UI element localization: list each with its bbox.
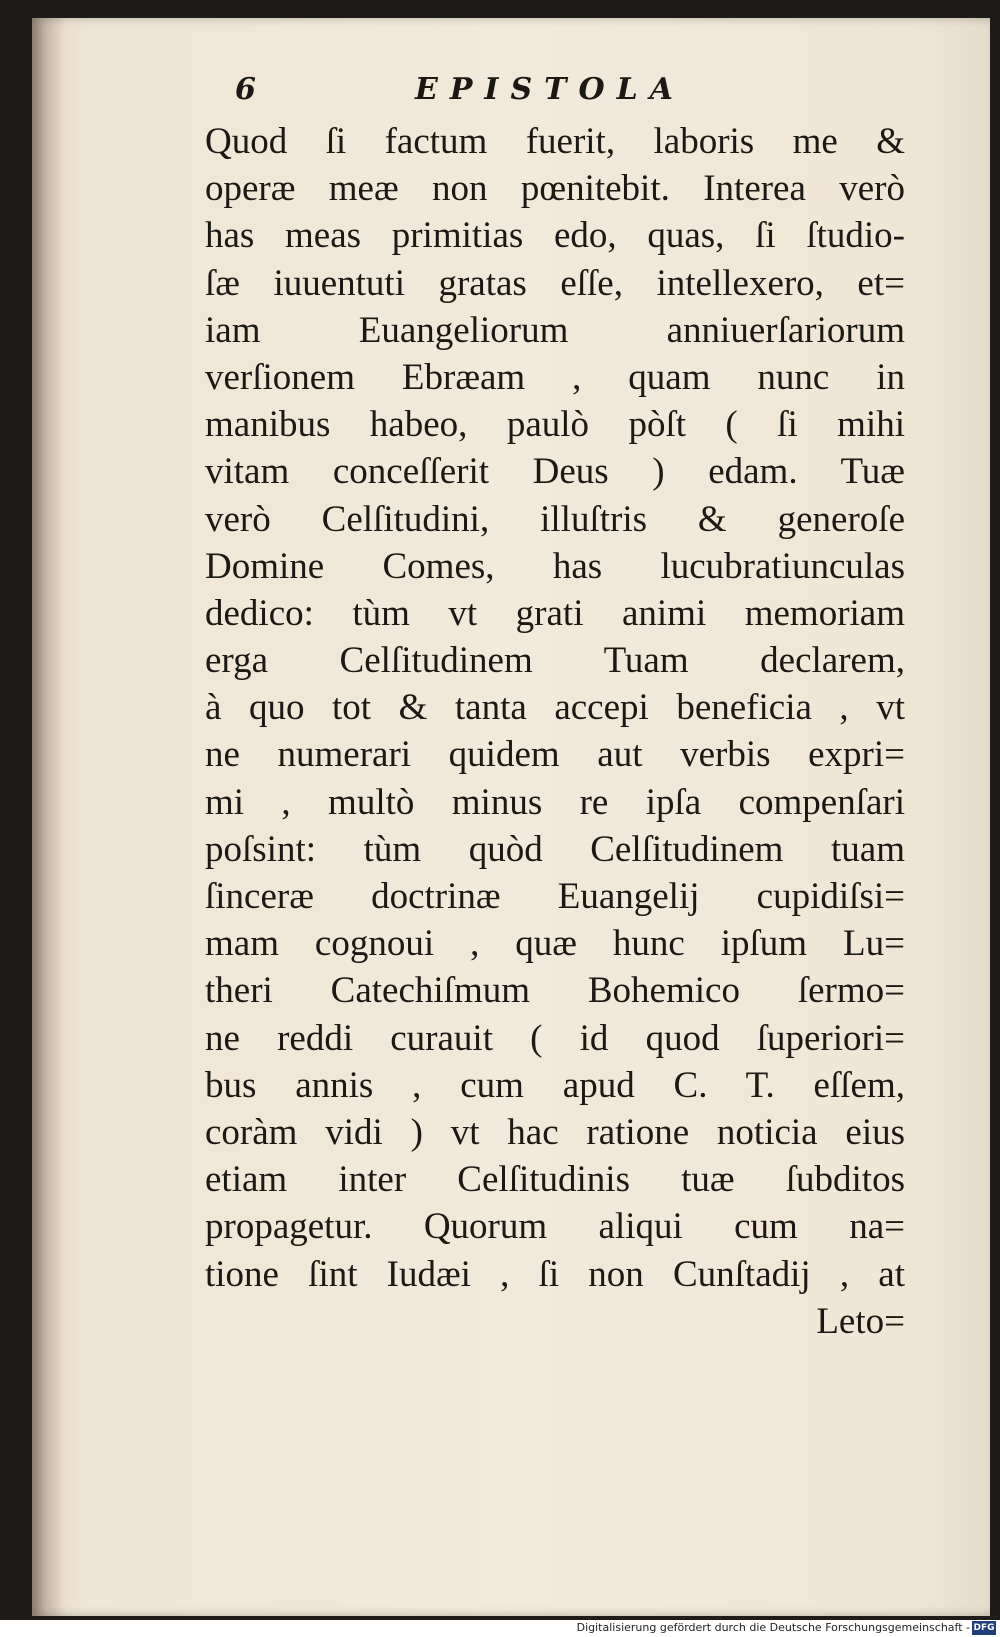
text-line: verò Celſitudini, illuſtris & generoſe — [205, 498, 905, 540]
text-line: Domine Comes, has lucubratiunculas — [205, 545, 905, 587]
text-line: dedico: tùm vt grati animi memoriam — [205, 592, 905, 634]
body-text — [205, 118, 905, 1345]
text-line: etiam inter Celſitudinis tuæ ſubditos — [205, 1159, 905, 1201]
catchword: Leto= — [816, 1300, 905, 1342]
text-line: ne reddi curauit ( id quod ſuperiori= — [205, 1017, 905, 1059]
text-line: tione ſint Iudæi , ſi non Cunſtadij , at — [205, 1253, 905, 1295]
text-line: à quo tot & tanta accepi beneficia , vt — [205, 687, 905, 729]
page-header — [205, 62, 905, 112]
text-line: mi , multò minus re ipſa compenſari — [205, 781, 905, 823]
catchword-row — [205, 1298, 905, 1345]
text-line: bus annis , cum apud C. T. eſſem, — [205, 1064, 905, 1106]
footer-bar — [0, 1620, 1000, 1637]
text-line: ſinceræ doctrinæ Euangelij cupidiſsi= — [205, 876, 905, 917]
text-line: vitam conceſſerit Deus ) edam. Tuæ — [205, 451, 905, 493]
text-line: verſionem Ebræam , quam nunc in — [205, 356, 905, 398]
text-line: ne numerari quidem aut verbis expri= — [205, 734, 905, 776]
text-line: coràm vidi ) vt hac ratione noticia eius — [205, 1111, 905, 1153]
running-head: EPISTOLA — [415, 72, 685, 107]
text-line: has meas primitias edo, quas, ſi ſtudio- — [205, 215, 905, 257]
text-line: erga Celſitudinem Tuam declarem, — [205, 640, 905, 682]
text-line: operæ meæ non pœnitebit. Interea verò — [205, 168, 905, 210]
text-line: propagetur. Quorum aliqui cum na= — [205, 1206, 905, 1248]
text-line: manibus habeo, paulò pòſt ( ſi mihi — [205, 404, 905, 446]
text-line: Quod ſi factum fuerit, laboris me & — [205, 121, 905, 162]
dfg-logo: DFG — [973, 1623, 995, 1633]
gutter-shadow — [32, 18, 66, 1616]
page-number: 6 — [235, 72, 256, 107]
text-line: mam cognoui , quæ hunc ipſum Lu= — [205, 923, 905, 965]
text-line: poſsint: tùm quòd Celſitudinem tuam — [205, 828, 905, 870]
text-line: iam Euangeliorum anniuerſariorum — [205, 309, 905, 351]
text-line: theri Catechiſmum Bohemico ſermo= — [205, 970, 905, 1012]
funding-credit: Digitalisierung gefördert durch die Deutsche Forschungsgemeinschaft - — [576, 1621, 970, 1634]
text-line: ſæ iuuentuti gratas eſſe, intellexero, et= — [205, 262, 905, 304]
